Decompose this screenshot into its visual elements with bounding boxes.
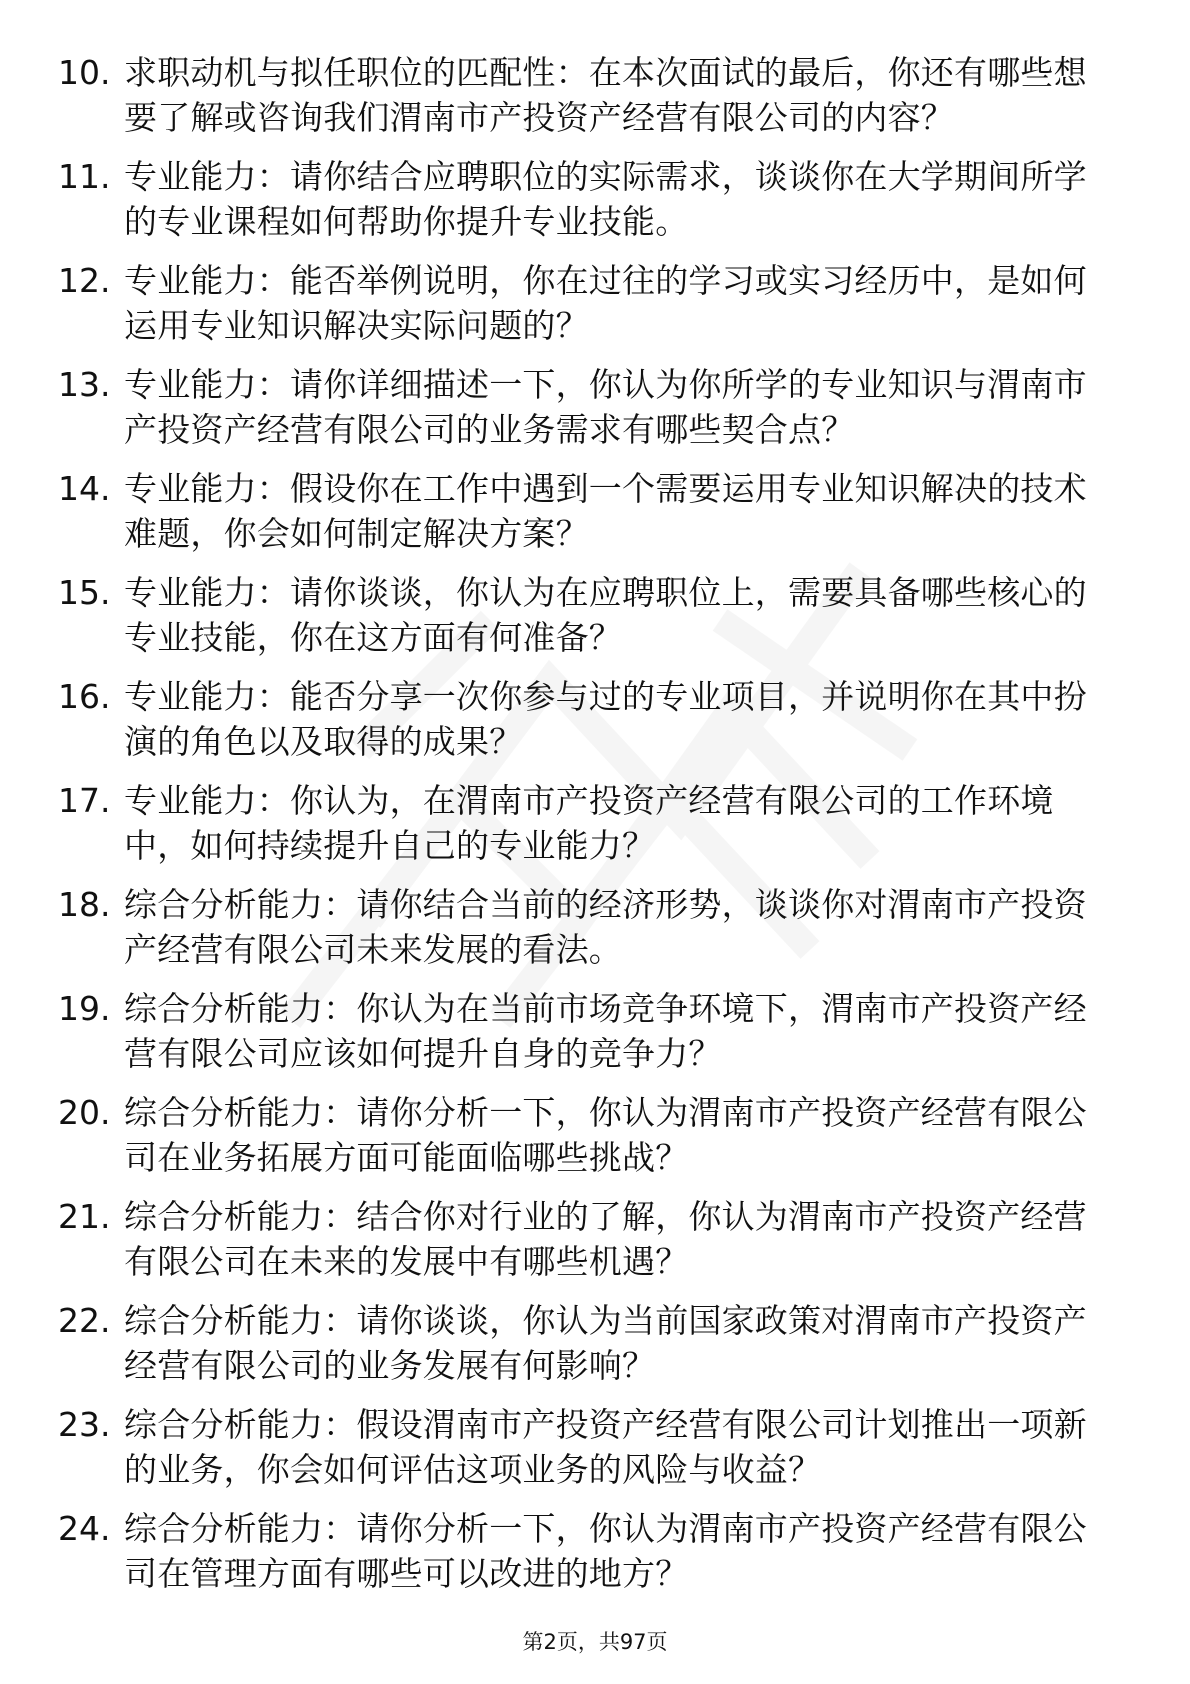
question-number: 16. bbox=[58, 677, 111, 716]
question-number: 14. bbox=[58, 469, 111, 508]
question-text: 专业能力：请你详细描述一下，你认为你所学的专业知识与渭南市产投资产经营有限公司的业务需求有哪些契合点？ bbox=[124, 365, 1087, 449]
question-number: 19. bbox=[58, 989, 111, 1028]
question-text: 专业能力：假设你在工作中遇到一个需要运用专业知识解决的技术难题，你会如何制定解决方案？ bbox=[124, 469, 1087, 553]
page-footer: 第2页，共97页 bbox=[522, 1630, 668, 1654]
question-item bbox=[58, 882, 1118, 986]
question-item bbox=[58, 466, 1118, 570]
question-number: 20. bbox=[58, 1093, 111, 1132]
question-text: 综合分析能力：请你分析一下，你认为渭南市产投资产经营有限公司在业务拓展方面可能面临哪些挑战？ bbox=[124, 1093, 1087, 1177]
question-number: 17. bbox=[58, 781, 111, 820]
question-item bbox=[58, 50, 1118, 154]
question-text: 专业能力：能否分享一次你参与过的专业项目，并说明你在其中扮演的角色以及取得的成果？ bbox=[124, 677, 1087, 761]
question-text: 求职动机与拟任职位的匹配性：在本次面试的最后，你还有哪些想要了解或咨询我们渭南市产投资产经营有限公司的内容？ bbox=[124, 53, 1087, 137]
question-item bbox=[58, 1298, 1118, 1402]
question-text: 专业能力：请你结合应聘职位的实际需求，谈谈你在大学期间所学的专业课程如何帮助你提升专业技能。 bbox=[124, 157, 1087, 241]
question-list bbox=[58, 50, 1118, 1610]
question-number: 15. bbox=[58, 573, 111, 612]
question-text: 综合分析能力：你认为在当前市场竞争环境下，渭南市产投资产经营有限公司应该如何提升自身的竞争力？ bbox=[124, 989, 1087, 1073]
question-item bbox=[58, 1194, 1118, 1298]
question-text: 综合分析能力：请你分析一下，你认为渭南市产投资产经营有限公司在管理方面有哪些可以改进的地方？ bbox=[124, 1509, 1087, 1593]
question-text: 综合分析能力：结合你对行业的了解，你认为渭南市产投资产经营有限公司在未来的发展中有哪些机遇？ bbox=[124, 1197, 1087, 1281]
question-number: 24. bbox=[58, 1509, 111, 1548]
question-number: 21. bbox=[58, 1197, 111, 1236]
question-number: 10. bbox=[58, 53, 111, 92]
question-text: 专业能力：能否举例说明，你在过往的学习或实习经历中，是如何运用专业知识解决实际问题的？ bbox=[124, 261, 1087, 345]
question-number: 11. bbox=[58, 157, 111, 196]
question-item bbox=[58, 778, 1118, 882]
question-number: 13. bbox=[58, 365, 111, 404]
question-item bbox=[58, 986, 1118, 1090]
question-item bbox=[58, 674, 1118, 778]
question-item bbox=[58, 1506, 1118, 1610]
question-item bbox=[58, 570, 1118, 674]
question-text: 专业能力：你认为，在渭南市产投资产经营有限公司的工作环境中，如何持续提升自己的专业能力？ bbox=[124, 781, 1054, 865]
question-number: 12. bbox=[58, 261, 111, 300]
question-item bbox=[58, 258, 1118, 362]
question-text: 综合分析能力：请你结合当前的经济形势，谈谈你对渭南市产投资产经营有限公司未来发展的看法。 bbox=[124, 885, 1087, 969]
question-text: 综合分析能力：假设渭南市产投资产经营有限公司计划推出一项新的业务，你会如何评估这项业务的风险与收益？ bbox=[124, 1405, 1087, 1489]
question-item bbox=[58, 1090, 1118, 1194]
question-item bbox=[58, 1402, 1118, 1506]
question-item bbox=[58, 154, 1118, 258]
question-number: 23. bbox=[58, 1405, 111, 1444]
question-number: 22. bbox=[58, 1301, 111, 1340]
question-item bbox=[58, 362, 1118, 466]
question-text: 综合分析能力：请你谈谈，你认为当前国家政策对渭南市产投资产经营有限公司的业务发展有何影响？ bbox=[124, 1301, 1087, 1385]
question-number: 18. bbox=[58, 885, 111, 924]
question-text: 专业能力：请你谈谈，你认为在应聘职位上，需要具备哪些核心的专业技能，你在这方面有何准备？ bbox=[124, 573, 1087, 657]
